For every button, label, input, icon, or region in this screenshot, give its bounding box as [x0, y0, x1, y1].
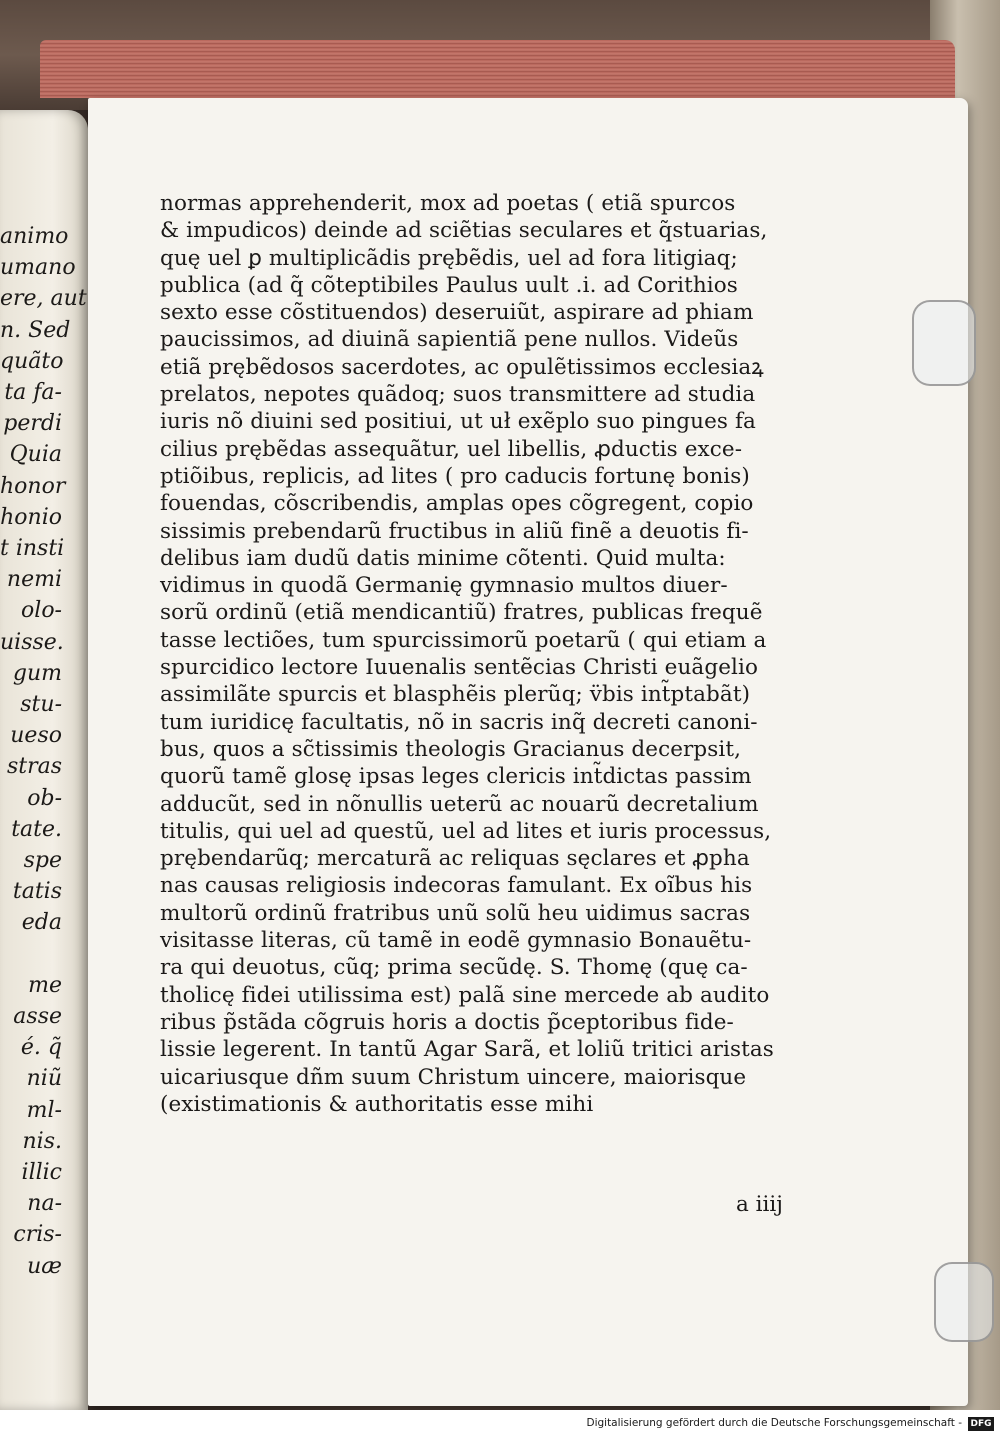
left-page-line: Quia	[9, 442, 62, 468]
text-line: multorũ ordinũ fratribus unũ solũ heu uidimus sacras	[160, 900, 751, 926]
text-line: fouendas, cõscribendis, amplas opes cõgregent, copio	[160, 491, 754, 517]
text-line: quorũ tamẽ glosę ipsas leges clericis int̃dictas passim	[160, 764, 752, 790]
left-page-line: n. Sed	[0, 317, 71, 343]
text-line: lissie legerent. In tantũ Agar Sarã, et loliũ tritici aristas	[160, 1037, 774, 1063]
text-line: (existimationis & authoritatis esse mihi	[160, 1091, 594, 1117]
left-page-line: niũ	[26, 1066, 62, 1092]
text-line: etiã prębẽdosos sacerdotes, ac opulẽtissimos ecclesiaꝝ	[160, 354, 764, 380]
page-clip-bottom	[934, 1262, 994, 1342]
text-line: prelatos, nepotes quãdoq; suos transmittere ad studia	[160, 382, 756, 408]
main-page	[88, 98, 968, 1406]
text-line: sexto esse cõstituendos) deseruiũt, aspirare ad phiam	[160, 300, 754, 326]
text-line: tum iuridicę facultatis, nõ in sacris inq̃ decreti canoni-	[160, 709, 758, 735]
text-line: normas apprehenderit, mox ad poetas ( etiã spurcos	[160, 191, 736, 216]
text-line: vidimus in quodã Germanię gymnasio multos diuer-	[160, 573, 728, 599]
page-clip-top	[912, 300, 976, 386]
left-page-line: stras	[6, 754, 62, 780]
left-page-line: nemi	[6, 567, 62, 593]
text-line: titulis, qui uel ad questũ, uel ad lites et iuris processus,	[160, 818, 772, 844]
left-page-line: asse	[13, 1004, 62, 1029]
left-page-line: eda	[21, 910, 62, 936]
text-line: & impudicos) deinde ad sciẽtias seculares et q̃stuarias,	[160, 218, 768, 244]
left-page-line: t insti	[0, 536, 65, 561]
text-line: sorũ ordinũ (etiã mendicantiũ) fratres, publicas frequẽ	[160, 600, 763, 626]
left-page-line: uæ	[27, 1253, 62, 1279]
left-page-line: ml-	[26, 1097, 62, 1123]
left-page-line: cris-	[13, 1222, 62, 1248]
text-line: uicariusque dñm suum Christum uincere, maiorisque	[160, 1064, 747, 1090]
text-line: nas causas religiosis indecoras famulant. Ex oĩbus his	[160, 873, 753, 899]
text-line: sissimis prebendarũ fructibus in aliũ finẽ a deuotis fi-	[160, 518, 749, 544]
text-line: prębendarũq; mercaturã ac reliquas sęclares et ꝓpha	[160, 846, 750, 872]
left-page	[0, 110, 88, 1410]
text-line: adducũt, sed in nõnullis ueterũ ac nouarũ decretalium	[160, 791, 759, 817]
left-page-line: animo	[0, 224, 69, 249]
left-page-line: honio	[0, 504, 62, 530]
text-line: delibus iam dudũ datis minime cõtenti. Quid multa:	[160, 545, 726, 571]
left-page-line: spe	[23, 848, 62, 873]
text-line: quę uel ꝑ multiplicãdis prębẽdis, uel ad fora litigiaq;	[160, 245, 738, 271]
left-page-line: nis.	[22, 1128, 62, 1154]
dfg-logo: DFG	[968, 1417, 994, 1431]
signature-mark: a iiij	[736, 1192, 783, 1217]
main-text-block	[160, 190, 820, 1118]
text-line: ra qui deuotus, cũq; prima secũdę. S. Thomę (quę ca-	[160, 955, 748, 981]
left-page-line: umano	[0, 255, 76, 281]
left-page-line: perdi	[3, 411, 62, 437]
text-line: assimilãte spurcis et blasphẽis plerũq; v̈bis int̃ptabãt)	[160, 682, 751, 708]
left-page-line: ob-	[27, 785, 62, 811]
text-line: spurcidico lectore Iuuenalis sentẽcias Christi euãgelio	[160, 655, 759, 681]
left-page-line: ere, aut	[0, 286, 87, 312]
left-page-line: tatis	[12, 879, 62, 905]
text-line: paucissimos, ad diuinã sapientiã pene nullos. Videũs	[160, 327, 739, 353]
text-line: ptiõibus, replicis, ad lites ( pro caducis fortunę bonis)	[160, 463, 750, 489]
left-page-line: uisse.	[0, 629, 64, 655]
text-line: visitasse literas, cũ tamẽ in eodẽ gymnasio Bonauẽtu-	[160, 928, 752, 954]
text-line: tasse lectiões, tum spurcissimorũ poetarũ ( qui etiam a	[160, 627, 767, 653]
text-line: publica (ad q̃ cõteptibiles Paulus uult .i. ad Corithios	[160, 272, 738, 298]
text-line: ribus p̃stãda cõgruis horis a doctis p̃ceptoribus fide-	[160, 1009, 734, 1035]
left-page-line: me	[28, 972, 62, 998]
text-line: cilius prębẽdas assequãtur, uel libellis, ꝓductis exce-	[160, 436, 743, 462]
left-page-line: stu-	[20, 692, 62, 717]
left-page-line: ueso	[10, 723, 62, 749]
left-page-line: gum	[12, 660, 62, 686]
left-page-line: quãto	[0, 348, 64, 374]
left-page-line: olo-	[21, 598, 62, 624]
left-page-line: na-	[27, 1191, 62, 1217]
left-page-line: é. q̃	[20, 1035, 62, 1061]
left-page-line: illic	[21, 1160, 62, 1185]
left-page-line: tate.	[11, 816, 62, 842]
footer-bar	[0, 1410, 1000, 1438]
funding-notice: Digitalisierung gefördert durch die Deutsche Forschungsgemeinschaft -	[586, 1417, 962, 1429]
left-page-line: honor	[0, 473, 66, 499]
text-line: tholicę fidei utilissima est) palã sine mercede ab audito	[160, 982, 770, 1008]
text-line: bus, quos a sc̃tissimis theologis Gracianus decerpsit,	[160, 736, 742, 762]
text-line: iuris nõ diuini sed positiui, ut uł exẽplo suo pingues fa	[160, 409, 756, 435]
page-edges	[40, 40, 955, 98]
left-page-line: ta fa-	[4, 380, 62, 405]
